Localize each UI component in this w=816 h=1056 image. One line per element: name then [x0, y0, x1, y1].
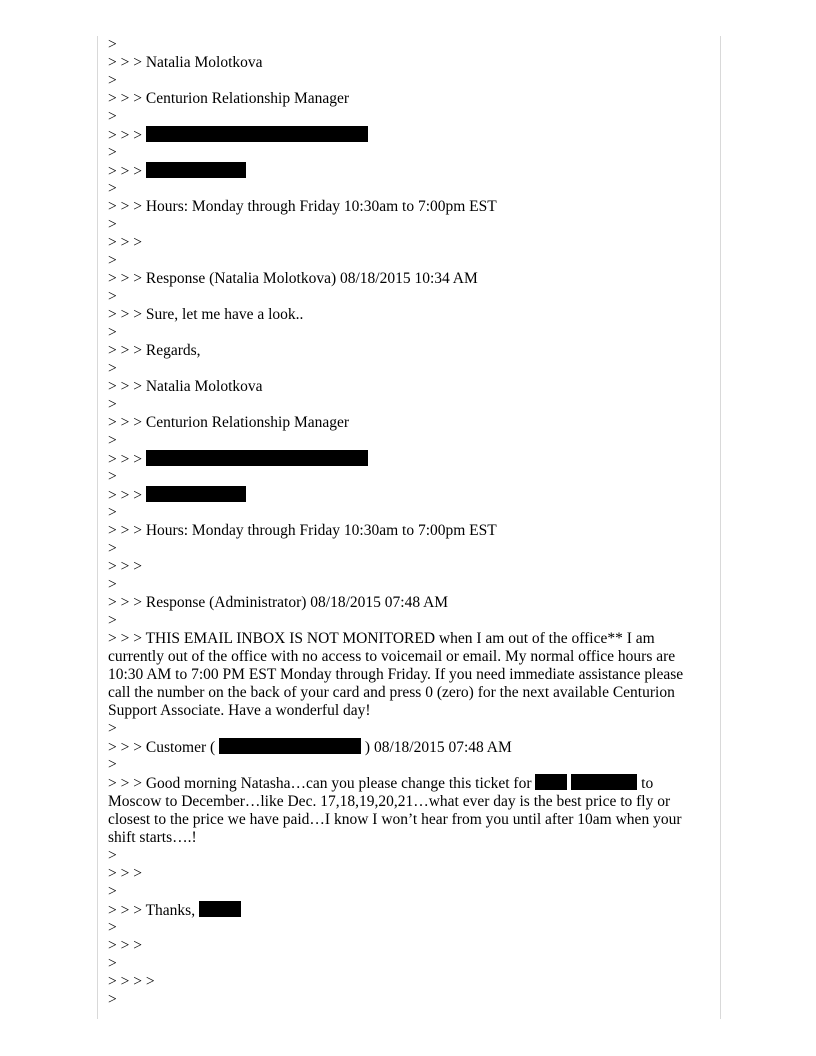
quote-line: >	[108, 576, 117, 593]
signature-title: > > > Centurion Relationship Manager	[108, 90, 350, 107]
quote-line: > > >	[108, 558, 142, 575]
quote-line: >	[108, 720, 117, 737]
quote-line: >	[108, 432, 117, 449]
redaction-block	[146, 126, 368, 142]
message-closing: > > > Regards,	[108, 342, 201, 359]
customer-closing: > > > Thanks,	[108, 901, 708, 919]
quote-line: >	[108, 955, 117, 972]
redaction-block	[535, 774, 567, 790]
signature-redacted-line: > > >	[108, 486, 708, 504]
auto-reply-body: > > > THIS EMAIL INBOX IS NOT MONITORED when I am out of the office** I am currently out of the office with no access to voicemail or email. My normal office hours are 10:30 AM to 7:00 PM EST Monday through Friday. If you need immediate assistance please call the number on the back of your card and press 0 (zero) for the next available Centurion Support Associate. Have a wonderful day!	[108, 630, 684, 719]
redaction-block	[219, 738, 361, 754]
quote-line: >	[108, 288, 117, 305]
redaction-block	[199, 901, 241, 917]
quote-line: >	[108, 36, 117, 53]
quote-line: >	[108, 72, 117, 89]
quote-line: >	[108, 252, 117, 269]
quote-line: > > > >	[108, 973, 155, 990]
quote-line: >	[108, 504, 117, 521]
quote-line: > > >	[108, 865, 142, 882]
quote-line: >	[108, 756, 117, 773]
quote-line: >	[108, 144, 117, 161]
signature-redacted-line: > > >	[108, 450, 708, 468]
quote-line: >	[108, 847, 117, 864]
redaction-block	[146, 162, 246, 178]
signature-name: > > > Natalia Molotkova	[108, 54, 263, 71]
signature-name: > > > Natalia Molotkova	[108, 378, 263, 395]
quote-line: >	[108, 468, 117, 485]
quote-line: >	[108, 360, 117, 377]
quote-line: > > >	[108, 234, 142, 251]
redaction-block	[146, 486, 246, 502]
signature-hours: > > > Hours: Monday through Friday 10:30am to 7:00pm EST	[108, 198, 497, 215]
quote-line: > > >	[108, 937, 142, 954]
quote-line: >	[108, 216, 117, 233]
signature-redacted-line: > > >	[108, 126, 708, 144]
redaction-block	[146, 450, 368, 466]
quote-line: >	[108, 396, 117, 413]
redaction-block	[571, 774, 637, 790]
quote-line: >	[108, 180, 117, 197]
customer-header: > > > Customer ( ) 08/18/2015 07:48 AM	[108, 739, 512, 756]
quote-line: >	[108, 540, 117, 557]
email-thread	[108, 36, 708, 1009]
message-body: > > > Sure, let me have a look..	[108, 306, 304, 323]
quote-line: >	[108, 324, 117, 341]
quote-line: >	[108, 108, 117, 125]
response-header: > > > Response (Natalia Molotkova) 08/18/2015 10:34 AM	[108, 270, 478, 287]
signature-redacted-line: > > >	[108, 162, 708, 180]
quote-line: >	[108, 883, 117, 900]
quote-line: >	[108, 612, 117, 629]
signature-hours: > > > Hours: Monday through Friday 10:30am to 7:00pm EST	[108, 522, 497, 539]
signature-title: > > > Centurion Relationship Manager	[108, 414, 350, 431]
quote-line: >	[108, 991, 117, 1008]
customer-message-body: > > > Good morning Natasha…can you please change this ticket for to Moscow to December…like Dec. 17,18,19,20,21…what ever day is the best price to fly or closest to the price we have paid…I know I won’t hear from you until after 10am when your shift starts….!	[108, 775, 682, 846]
response-header: > > > Response (Administrator) 08/18/2015 07:48 AM	[108, 594, 449, 611]
quote-line: >	[108, 919, 117, 936]
